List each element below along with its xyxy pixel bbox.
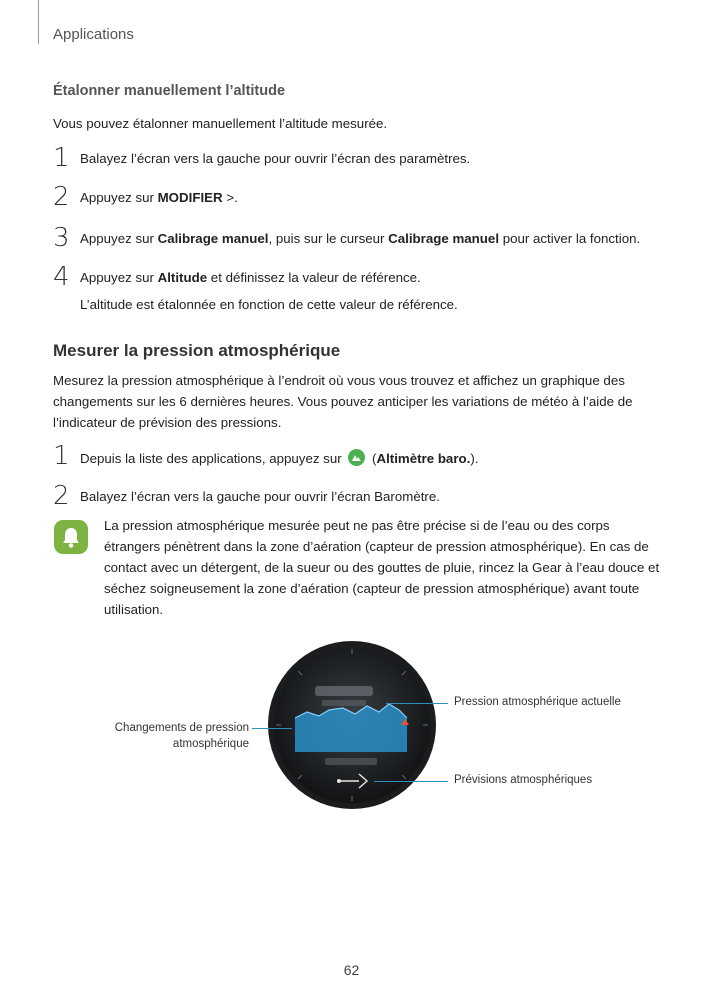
step-text: Appuyez sur Altitude et définissez la valeur de référence. [80,270,421,285]
callout-line-changes [252,728,292,729]
step-subtext: L’altitude est étalonnée en fonction de cette valeur de référence. [80,297,458,312]
section-title-calibrate-altitude: Étalonner manuellement l’altitude [53,83,286,99]
callout-line-current [386,703,448,704]
step-text: Depuis la liste des applications, appuyez sur (Altimètre baro.). [80,451,479,466]
bell-icon [54,520,88,554]
step-text: Appuyez sur MODIFIER >. [80,190,238,205]
header-rule [38,0,39,44]
step-number: 2 [53,182,70,212]
step-number: 4 [53,262,70,292]
page-number: 62 [343,962,360,978]
step-text: Balayez l’écran vers la gauche pour ouvrir l’écran des paramètres. [80,151,471,166]
section2-intro: Mesurez la pression atmosphérique à l’endroit où vous vous trouvez et affichez un graphique des changements sur les 6 dernières heures. Vous pouvez anticiper les variations de météo à l’aide de l’indicateur de prévision des pressions. [53,373,633,430]
step-text: Appuyez sur Calibrage manuel, puis sur le curseur Calibrage manuel pour activer la fonction. [80,231,641,246]
section1-intro: Vous pouvez étalonner manuellement l’altitude mesurée. [53,116,388,131]
step-number: 3 [53,223,70,253]
watch-illustration [267,640,437,810]
note-text: La pression atmosphérique mesurée peut ne pas être précise si de l’eau ou des corps étrangers pénètrent dans la zone d’aération (capteur de pression atmosphérique). En cas de contact avec un détergent, de la sueur ou des gouttes de pluie, rincez la Gear à l’eau douce et séchez soigneusement la zone d’aération (capteur de pression atmosphérique) avant toute utilisation. [104,518,660,617]
callout-line-forecast [374,781,448,782]
callout-pressure-changes: Changements de pression atmosphérique [114,722,249,750]
step-number: 1 [53,143,70,173]
callout-forecast: Prévisions atmosphériques [454,774,593,786]
step-text: Balayez l’écran vers la gauche pour ouvrir l’écran Baromètre. [80,489,440,504]
callout-current-pressure: Pression atmosphérique actuelle [454,696,621,708]
section-title-pressure: Mesurer la pression atmosphérique [53,341,341,360]
header-title: Applications [53,26,134,43]
step-number: 2 [53,481,70,511]
step-number: 1 [53,441,70,471]
modifier-label: MODIFIER [157,190,223,205]
barometer-app-icon [348,449,365,466]
